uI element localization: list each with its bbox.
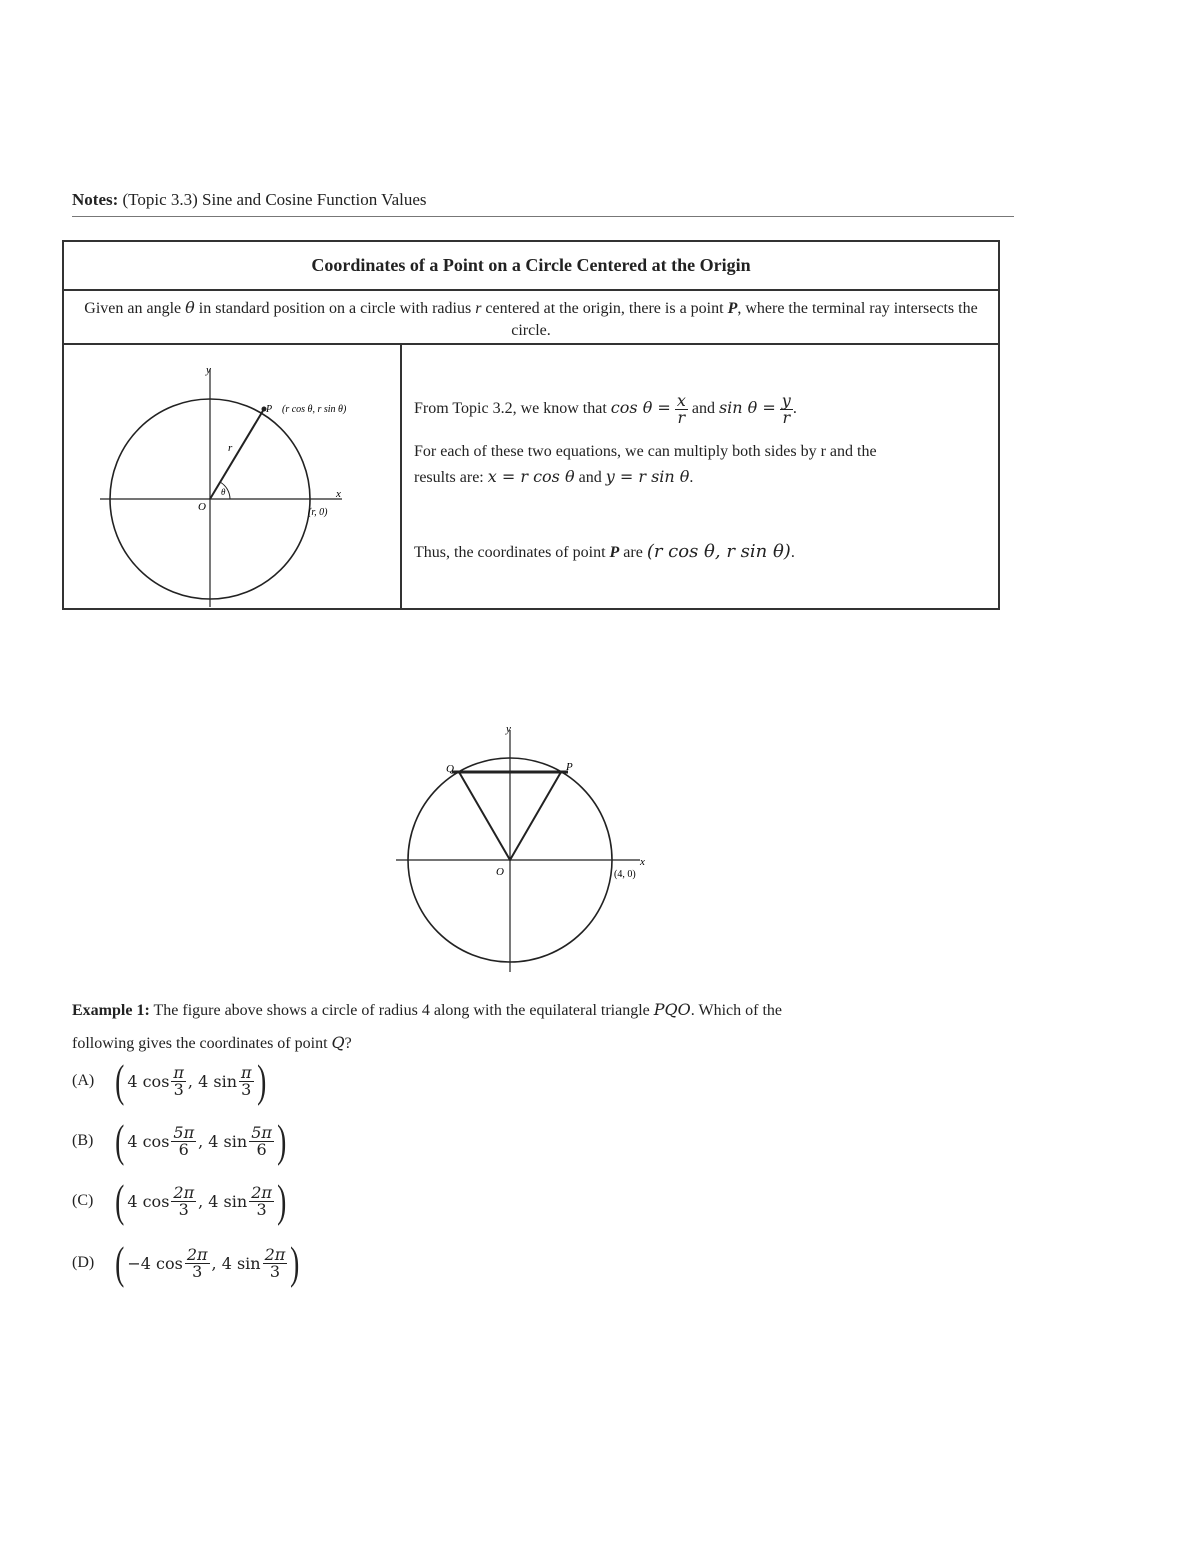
option-num-2: 2π xyxy=(264,1244,286,1264)
line1-text: From Topic 3.2, we know that xyxy=(414,400,611,418)
option-num-1: 2π xyxy=(173,1182,195,1202)
line4-P: P xyxy=(609,544,620,561)
option-a[interactable] xyxy=(72,1054,269,1108)
left-paren: ( xyxy=(115,1055,125,1106)
frac-den-r2: r xyxy=(782,408,791,427)
option-num-1: 2π xyxy=(186,1244,208,1264)
option-frac-1 xyxy=(171,1122,196,1159)
frac-y-over-r xyxy=(780,393,793,426)
line3-end: . xyxy=(689,469,694,486)
example-text-2: . Which of the xyxy=(690,1002,782,1019)
terminal-ray xyxy=(210,409,264,499)
example-label: Example 1: xyxy=(72,1002,150,1019)
option-frac-2 xyxy=(263,1244,288,1281)
option-sin: , 4 sin xyxy=(198,1131,248,1151)
option-frac-1 xyxy=(185,1244,210,1281)
line4-text: Thus, the coordinates of point xyxy=(414,544,610,561)
option-label: (C) xyxy=(72,1192,94,1209)
right-paren: ) xyxy=(256,1055,266,1106)
frac-den-r: r xyxy=(677,408,686,427)
Q-label: Q xyxy=(446,763,454,775)
line4-coords: (r cos θ, r sin θ) xyxy=(646,541,791,562)
y-axis-label: y xyxy=(506,723,511,735)
example-point: Q xyxy=(331,1033,345,1052)
radius-label: r xyxy=(228,442,233,454)
intro-text-b: in standard position on a circle with radius xyxy=(194,300,476,317)
option-frac-2 xyxy=(249,1122,274,1159)
option-den-2: 3 xyxy=(241,1079,252,1099)
option-label: (A) xyxy=(72,1072,95,1089)
line4-end: . xyxy=(790,544,795,561)
option-c[interactable] xyxy=(72,1174,289,1228)
axis-point-label: (r, 0) xyxy=(308,507,328,518)
explanation-line-3 xyxy=(414,467,693,487)
table-intro xyxy=(64,291,998,345)
angle-label: θ xyxy=(221,487,226,497)
option-sin: , 4 sin xyxy=(187,1071,237,1091)
notes-table xyxy=(62,240,1000,610)
left-paren: ( xyxy=(115,1237,125,1288)
right-paren: ) xyxy=(276,1175,287,1226)
line1-and: and xyxy=(691,400,719,418)
table-title: Coordinates of a Point on a Circle Centered at the Origin xyxy=(64,242,998,291)
P-label: P xyxy=(566,761,573,773)
point-coords: (r cos θ, r sin θ) xyxy=(282,404,347,415)
option-d[interactable] xyxy=(72,1236,303,1290)
axis-point-label: (4, 0) xyxy=(614,869,636,880)
option-expression xyxy=(127,1244,287,1281)
option-cos: 4 cos xyxy=(127,1131,170,1151)
option-den-1: 6 xyxy=(178,1139,189,1159)
example-figure xyxy=(390,718,660,980)
option-frac-2 xyxy=(249,1182,274,1219)
line4-are: are xyxy=(619,544,647,561)
right-paren: ) xyxy=(290,1237,300,1288)
example-circle-svg xyxy=(390,718,660,980)
origin-label: O xyxy=(198,501,206,513)
option-num-2: π xyxy=(241,1062,252,1082)
origin-label: O xyxy=(496,866,504,878)
option-sin: , 4 sin xyxy=(211,1253,261,1273)
intro-P: P xyxy=(727,300,738,317)
line1-cos: cos θ = xyxy=(610,398,671,418)
option-den-2: 3 xyxy=(256,1199,267,1219)
option-frac-1 xyxy=(171,1062,186,1099)
intro-text-c: centered at the origin, there is a point xyxy=(481,300,728,317)
option-label: (D) xyxy=(72,1254,95,1271)
intro-text-d: , where the terminal ray intersects the circle. xyxy=(511,300,978,339)
line3-text: results are: xyxy=(414,469,488,486)
example-text-4: ? xyxy=(344,1035,352,1052)
option-den-2: 6 xyxy=(256,1139,267,1159)
option-num-2: 2π xyxy=(251,1182,272,1202)
unit-circle-svg xyxy=(64,345,400,610)
left-paren: ( xyxy=(115,1115,125,1166)
point-label: P xyxy=(266,404,273,415)
option-num-1: π xyxy=(173,1062,184,1082)
option-cos: −4 cos xyxy=(127,1253,183,1273)
frac-num-y: y xyxy=(781,391,791,410)
frac-x-over-r xyxy=(675,393,688,426)
option-frac-2 xyxy=(239,1062,254,1099)
option-cos: 4 cos xyxy=(127,1071,170,1091)
left-paren: ( xyxy=(115,1175,125,1226)
option-expression xyxy=(127,1182,274,1219)
table-body xyxy=(64,345,998,610)
intro-theta: θ xyxy=(185,298,195,317)
explanation-line-2: For each of these two equations, we can multiply both sides by r and the xyxy=(414,443,877,460)
option-den-2: 3 xyxy=(269,1261,281,1281)
line3-eq-y: y = r sin θ xyxy=(605,467,690,486)
option-expression xyxy=(127,1122,274,1159)
option-den-1: 3 xyxy=(178,1199,189,1219)
option-b[interactable] xyxy=(72,1114,289,1168)
option-den-1: 3 xyxy=(173,1079,184,1099)
right-paren: ) xyxy=(276,1115,287,1166)
option-cos: 4 cos xyxy=(127,1191,170,1211)
option-expression xyxy=(127,1062,253,1099)
option-sin: , 4 sin xyxy=(198,1191,248,1211)
example-text-1: The figure above shows a circle of radius 4 along with the equilateral triangle xyxy=(149,1002,654,1019)
header-notes-label: Notes: xyxy=(72,190,119,209)
intro-r: r xyxy=(475,300,482,317)
frac-num-x: x xyxy=(676,391,686,410)
option-num-2: 5π xyxy=(251,1122,272,1142)
line3-eq-x: x = r cos θ xyxy=(487,467,575,486)
y-axis-label: y xyxy=(206,364,211,376)
x-axis-label: x xyxy=(336,488,341,500)
unit-circle-figure xyxy=(64,345,402,610)
option-label: (B) xyxy=(72,1132,94,1149)
page-header xyxy=(72,190,1014,217)
line1-sin: sin θ = xyxy=(718,398,776,418)
option-num-1: 5π xyxy=(173,1122,195,1142)
option-den-1: 3 xyxy=(192,1261,203,1281)
intro-text-a: Given an angle xyxy=(84,300,186,317)
option-frac-1 xyxy=(171,1182,196,1219)
line3-and: and xyxy=(574,469,606,486)
example-question xyxy=(72,994,972,1060)
line1-end: . xyxy=(792,400,797,418)
explanation xyxy=(402,345,998,610)
explanation-line-4 xyxy=(414,541,795,562)
example-text-3: following gives the coordinates of point xyxy=(72,1035,332,1052)
example-triangle: PQO xyxy=(653,1000,691,1019)
x-axis-label: x xyxy=(640,856,645,868)
explanation-line-1 xyxy=(414,393,797,426)
header-topic: (Topic 3.3) Sine and Cosine Function Values xyxy=(118,190,427,209)
